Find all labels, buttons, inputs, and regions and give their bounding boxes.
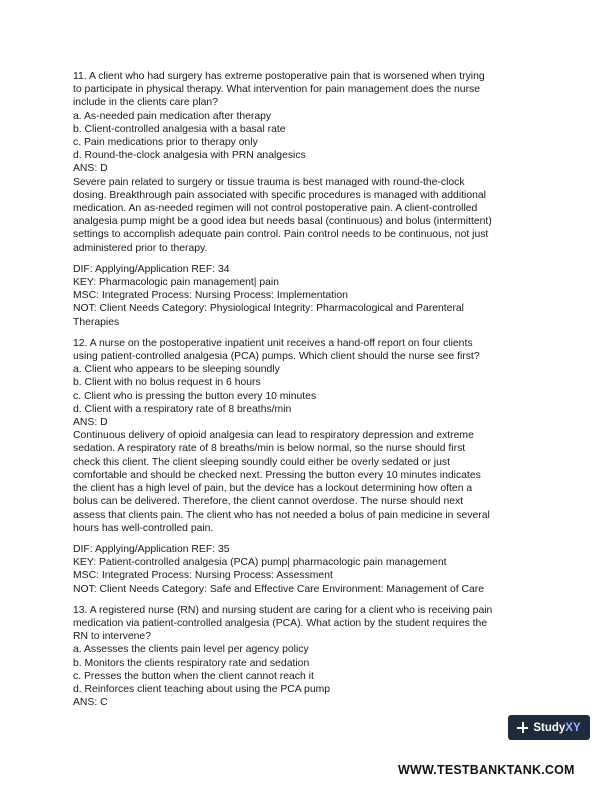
text-line: c. Presses the button when the client cannot reach it — [73, 670, 314, 682]
text-block — [73, 543, 543, 596]
text-line: b. Monitors the clients respiratory rate and sedation — [73, 657, 310, 669]
text-line: settings to accomplish adequate pain control. Pain control needs to be continuous, not just — [73, 229, 489, 241]
text-line: using patient-controlled analgesia (PCA) pumps. Which client should the nurse see first? — [73, 351, 480, 363]
paragraph-gap — [73, 596, 543, 604]
text-line: dosing. Breakthrough pain associated with specific procedures is managed with additional — [73, 189, 486, 201]
text-line: sedation. A respiratory rate of 8 breaths/min is below normal, so the nurse should first — [73, 443, 466, 455]
footer-url[interactable]: WWW.TESTBANKTANK.COM — [398, 763, 575, 777]
text-line: MSC: Integrated Process: Nursing Process: Implementation — [73, 290, 348, 302]
text-line: b. Client with no bolus request in 6 hours — [73, 377, 261, 389]
text-line: DIF: Applying/Application REF: 35 — [73, 543, 230, 555]
text-line: RN to intervene? — [73, 631, 151, 643]
text-line: ANS: C — [73, 697, 108, 709]
text-line: medication. An as-needed regimen will not control postoperative pain. A client-controlled — [73, 203, 478, 215]
text-line: check this client. The client sleeping soundly could either be overly sedated or just — [73, 456, 450, 468]
paragraph-gap — [73, 255, 543, 263]
text-line: assess that clients pain. The client who has not needed a bolus of pain medicine in several — [73, 509, 490, 521]
document-body — [73, 70, 543, 709]
text-block — [73, 263, 543, 329]
text-block — [73, 337, 543, 535]
text-line: the client has a high level of pain, but the device has a lockout determining how often a — [73, 483, 473, 495]
text-line: bolus can be delivered. Therefore, the client cannot overdose. The nurse should next — [73, 496, 464, 508]
text-line: 12. A nurse on the postoperative inpatient unit receives a hand-off report on four clients — [73, 337, 473, 349]
text-line: Continuous delivery of opioid analgesia can lead to respiratory depression and extreme — [73, 430, 474, 442]
text-line: 13. A registered nurse (RN) and nursing student are caring for a client who is receiving pain — [73, 604, 493, 616]
text-line: KEY: Pharmacologic pain management| pain — [73, 277, 280, 289]
text-line: analgesia pump might be a good idea but needs basal (continuous) and bolus (intermittent) — [73, 216, 492, 228]
text-line: d. Client with a respiratory rate of 8 breaths/min — [73, 403, 292, 415]
text-line: Therapies — [73, 316, 120, 328]
text-line: a. Client who appears to be sleeping soundly — [73, 364, 280, 376]
plus-icon — [517, 722, 528, 733]
text-line: c. Client who is pressing the button every 10 minutes — [73, 390, 317, 402]
text-block — [73, 70, 543, 255]
text-line: KEY: Patient-controlled analgesia (PCA) pump| pharmacologic pain management — [73, 557, 447, 569]
text-line: medication via patient-controlled analgesia (PCA). What action by the student requires the — [73, 617, 488, 629]
text-line: ANS: D — [73, 163, 108, 175]
text-line: a. Assesses the clients pain level per agency policy — [73, 644, 309, 656]
text-line: NOT: Client Needs Category: Safe and Effective Care Environment: Management of Care — [73, 583, 485, 595]
text-line: hours has well-controlled pain. — [73, 522, 214, 534]
text-line: d. Round-the-clock analgesia with PRN analgesics — [73, 150, 306, 162]
text-line: ANS: D — [73, 417, 108, 429]
studyxy-badge[interactable] — [508, 715, 590, 740]
text-line: comfortable and should be checked next. Pressing the button every 10 minutes indicates — [73, 469, 481, 481]
text-line: b. Client-controlled analgesia with a basal rate — [73, 123, 286, 135]
text-line: a. As-needed pain medication after therapy — [73, 110, 272, 122]
text-line: Severe pain related to surgery or tissue trauma is best managed with round-the-clock — [73, 176, 465, 188]
text-line: administered prior to therapy. — [73, 242, 208, 254]
text-line: DIF: Applying/Application REF: 34 — [73, 263, 230, 275]
paragraph-gap — [73, 535, 543, 543]
text-line: d. Reinforces client teaching about using the PCA pump — [73, 683, 331, 695]
text-line: c. Pain medications prior to therapy only — [73, 137, 258, 149]
text-line: NOT: Client Needs Category: Physiological Integrity: Pharmacological and Parenteral — [73, 303, 464, 315]
paragraph-gap — [73, 329, 543, 337]
text-line: include in the clients care plan? — [73, 97, 218, 109]
text-line: MSC: Integrated Process: Nursing Process: Assessment — [73, 570, 333, 582]
text-block — [73, 604, 543, 710]
badge-label: StudyXY — [533, 721, 581, 734]
text-line: to participate in physical therapy. What intervention for pain management does the nurse — [73, 84, 481, 96]
text-line: 11. A client who had surgery has extreme postoperative pain that is worsened when trying — [73, 71, 485, 82]
